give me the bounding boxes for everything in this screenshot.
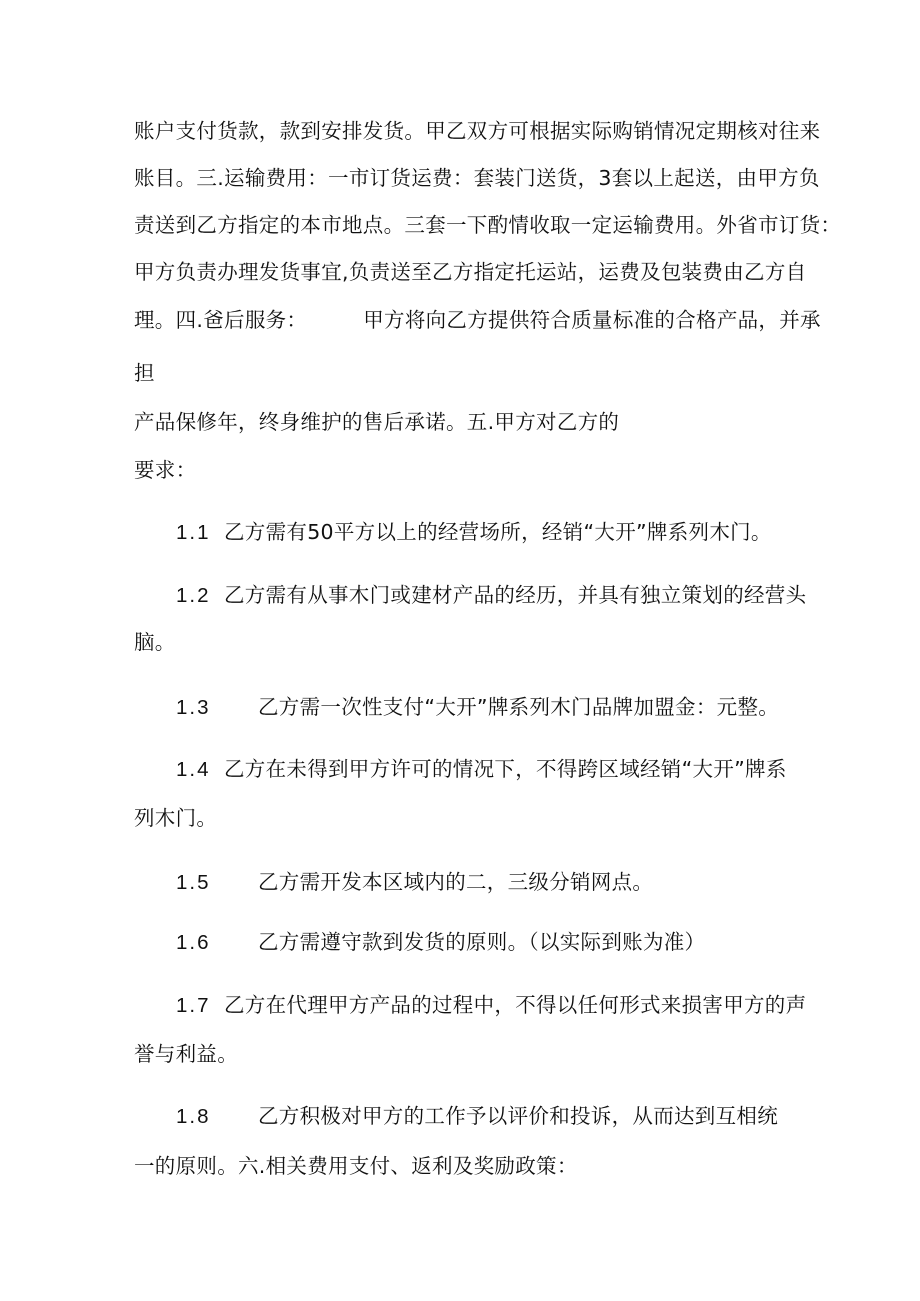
paragraph-line-7: 产品保修年，终身维护的售后承诺。五.甲方对乙方的 bbox=[134, 410, 620, 434]
item-text: 乙方在未得到甲方许可的情况下，不得跨区域经销“大开”牌系 bbox=[224, 757, 787, 781]
item-number: 1.3 bbox=[176, 696, 211, 719]
list-item-1-2 bbox=[176, 585, 806, 607]
item-number: 1.8 bbox=[176, 1105, 211, 1128]
list-item-1-7 bbox=[176, 995, 806, 1017]
item-text: 乙方需一次性支付“大开”牌系列木门品牌加盟金：元整。 bbox=[258, 695, 780, 719]
list-item-1-4 bbox=[176, 759, 787, 781]
paragraph-line-2: 账目。三.运输费用：一市订货运费：套装门送货，3套以上起送，由甲方负 bbox=[134, 166, 820, 190]
item-number: 1.6 bbox=[176, 931, 211, 954]
item-number: 1.4 bbox=[176, 758, 211, 781]
item-text: 乙方需遵守款到发货的原则。（以实际到账为准） bbox=[258, 930, 706, 954]
paragraph-line-1: 账户支付货款，款到安排发货。甲乙双方可根据实际购销情况定期核对往来 bbox=[134, 119, 821, 143]
after-sales-text: 甲方将向乙方提供符合质量标准的合格产品，并承 bbox=[363, 308, 821, 332]
list-item-1-7-continuation: 誉与利益。 bbox=[134, 1042, 238, 1066]
item-number: 1.1 bbox=[176, 521, 211, 544]
item-text: 乙方在代理甲方产品的过程中，不得以任何形式来损害甲方的声 bbox=[224, 993, 807, 1017]
paragraph-line-6: 担 bbox=[134, 361, 155, 385]
paragraph-line-5 bbox=[134, 310, 821, 331]
item-text: 乙方积极对甲方的工作予以评价和投诉，从而达到互相统 bbox=[258, 1104, 778, 1128]
list-item-1-1 bbox=[176, 522, 772, 544]
paragraph-line-8: 要求： bbox=[134, 458, 197, 482]
paragraph-line-3: 责送到乙方指定的本市地点。三套一下酌情收取一定运输费用。外省市订货： bbox=[134, 213, 842, 237]
list-item-1-3 bbox=[176, 697, 779, 719]
after-sales-heading: 理。四.爸后服务： bbox=[134, 308, 308, 332]
list-item-1-6 bbox=[176, 932, 705, 954]
item-text: 乙方需开发本区域内的二，三级分销网点。 bbox=[258, 870, 654, 894]
list-item-1-5 bbox=[176, 872, 653, 894]
item-text: 乙方需有50平方以上的经营场所，经销“大开”牌系列木门。 bbox=[224, 520, 772, 544]
list-item-1-8 bbox=[176, 1106, 778, 1128]
list-item-1-2-continuation: 脑。 bbox=[134, 630, 176, 654]
item-text: 乙方需有从事木门或建材产品的经历，并具有独立策划的经营头 bbox=[224, 583, 807, 607]
item-number: 1.2 bbox=[176, 584, 211, 607]
list-item-1-8-continuation: 一的原则。六.相关费用支付、返利及奖励政策： bbox=[134, 1154, 578, 1178]
paragraph-line-4: 甲方负责办理发货事宜,负责送至乙方指定托运站，运费及包装费由乙方自 bbox=[134, 260, 807, 284]
list-item-1-4-continuation: 列木门。 bbox=[134, 806, 218, 830]
item-number: 1.5 bbox=[176, 871, 211, 894]
item-number: 1.7 bbox=[176, 994, 211, 1017]
